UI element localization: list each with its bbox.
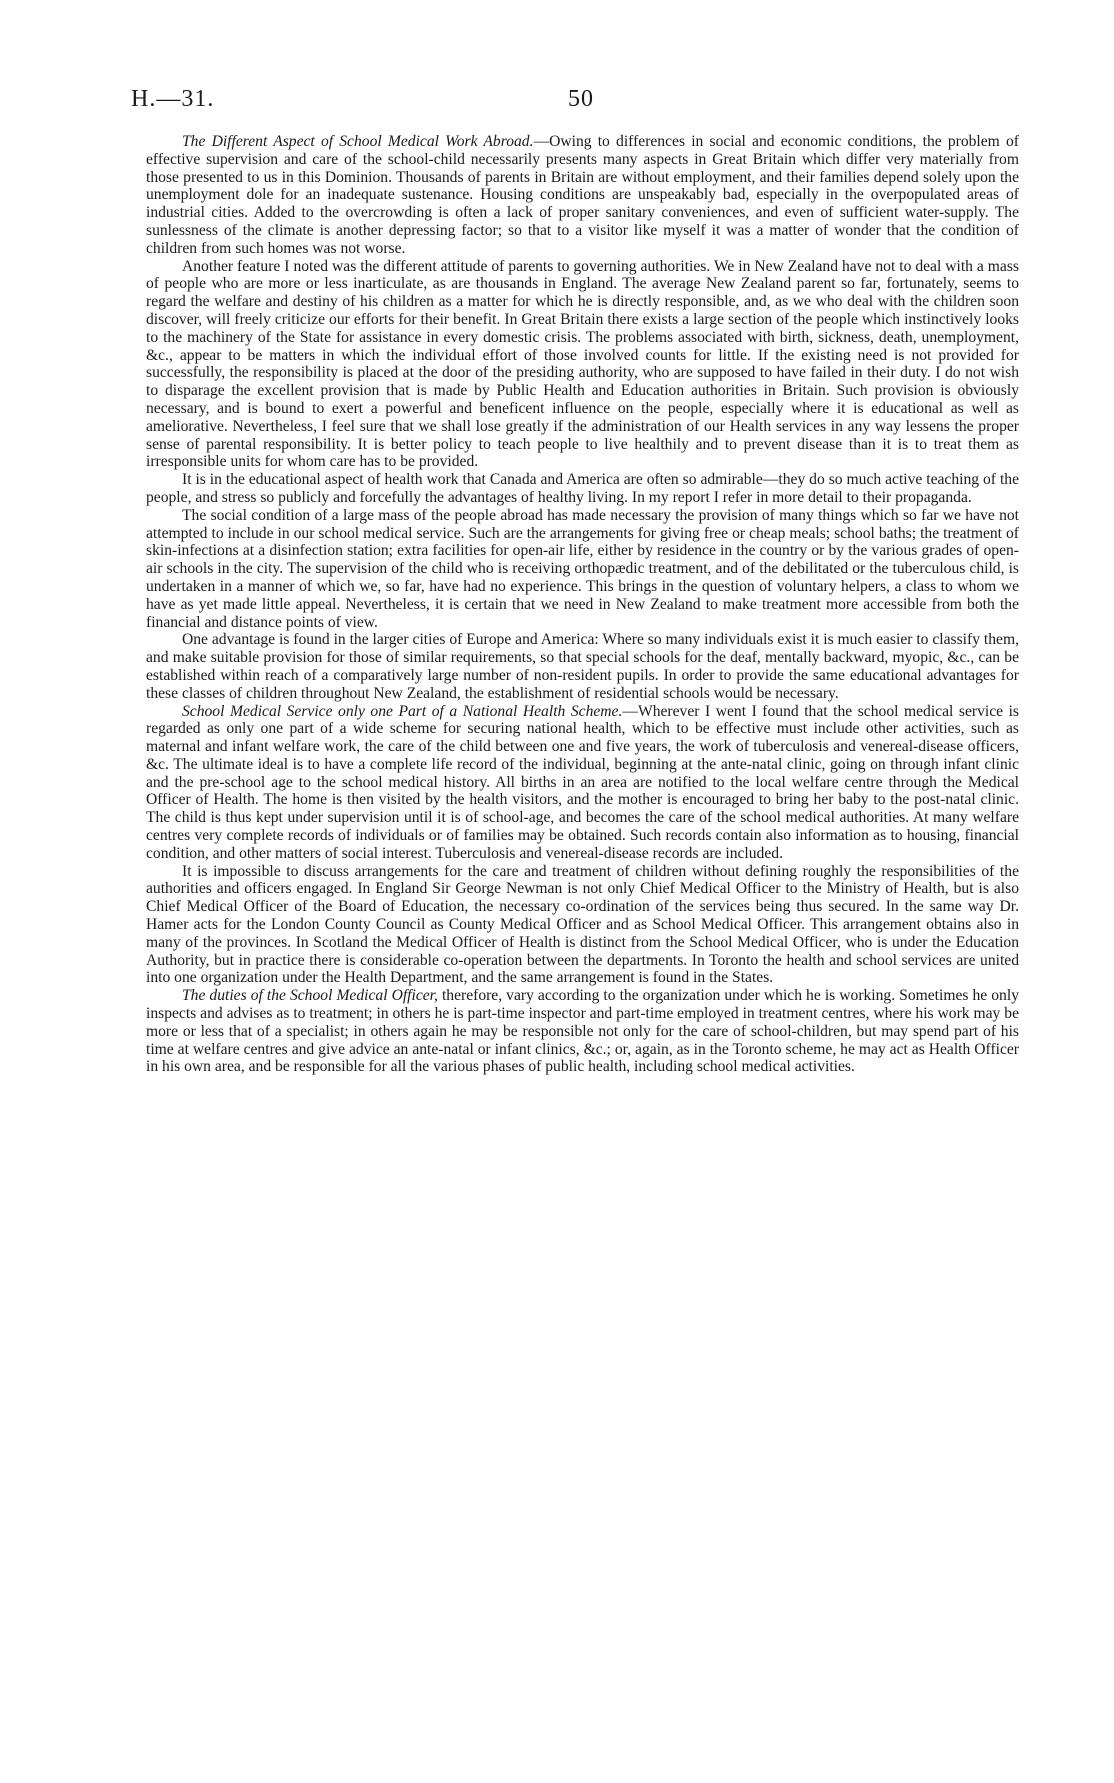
paragraph-text: —Owing to differences in social and economic conditions, the problem of effective supervision and care of the school-child necessarily presents many aspects in Great Britain which differ very materially from those presented to us in this Dominion. Thousands of parents in Britain are without employment, and their families depend solely upon the unemployment dole for an inadequate sustenance. Housing conditions are unspeakably bad, especially in the overpopulated areas of industrial cities. Added to the overcrowding is often a lack of proper sanitary conveniences, and even of sufficient water-supply. The sunlessness of the climate is another depressing factor; so that to a visitor like myself it was a matter of wonder that the condition of children from such homes was not worse. — [146, 133, 1019, 257]
paragraph-text: One advantage is found in the larger cities of Europe and America: Where so many individuals exist it is much easier to classify them, and make suitable provision for those of similar requirements, so that special schools for the deaf, mentally backward, myopic, &c., can be established within reach of a comparatively large number of non-resident pupils. In order to provide the same educational advantages for these classes of children throughout New Zealand, the establishment of residential schools would be necessary. — [146, 631, 1019, 702]
paragraph-officer-duties — [146, 987, 1019, 1076]
document-reference: H.—31. — [131, 86, 215, 112]
paragraph-social-condition — [146, 507, 1019, 632]
paragraph-text: The social condition of a large mass of the people abroad has made necessary the provision of many things which so far we have not attempted to include in our school medical service. Such are the arrangements for giving free or cheap meals; school baths; the treatment of skin-infections at a disinfection station; extra facilities for open-air life, either by residence in the country or by the various grades of open-air schools in the city. The supervision of the child who is receiving orthopædic treatment, and of the debilitated or the tuberculous child, is undertaken in a manner of which we, so far, have had no experience. This brings in the question of voluntary helpers, a class to whom we have as yet made little appeal. Nevertheless, it is certain that we need in New Zealand to make treatment more accessible from both the financial and distance points of view. — [146, 506, 1019, 631]
paragraph-heading: School Medical Service only one Part of a National Health Scheme. — [182, 702, 623, 720]
paragraph-heading: The Different Aspect of School Medical Work Abroad. — [182, 133, 534, 150]
paragraph-text: Another feature I noted was the different attitude of parents to governing authorities. We in New Zealand have not to deal with a mass of people who are more or less inarticulate, as are thousands in England. The average New Zealand parent so far, fortunately, seems to regard the welfare and destiny of his children as a matter for which he is directly responsible, and, as we who deal with the children soon discover, will freely criticize our efforts for their benefit. In Great Britain there exists a large section of the people which instinctively looks to the machinery of the State for assistance in every domestic crisis. The problems associated with birth, sickness, death, unemployment, &c., appear to be matters in which the individual effort of those involved counts for little. If the existing need is not provided for successfully, the responsibility is placed at the door of the presiding authority, who are supposed to have failed in their duty. I do not wish to disparage the excellent provision that is made by Public Health and Education authorities in Britain. Such provision is obviously necessary, and is bound to exert a powerful and beneficent influence on the people, especially where it is educational as well as ameliorative. Nevertheless, I feel sure that we shall lose greatly if the administration of our Health services in any way lessens the proper sense of parental responsibility. It is better policy to teach people to live healthily and to prevent disease than it is to treat them as irresponsible units for whom care has to be provided. — [146, 257, 1019, 471]
paragraph-different-aspect — [146, 133, 1019, 258]
paragraph-heading: The duties of the School Medical Officer, — [182, 987, 438, 1005]
page-number: 50 — [568, 86, 594, 112]
paragraph-text: It is impossible to discuss arrangements for the care and treatment of children without defining roughly the responsibilities of the authorities and officers engaged. In England Sir George Newman is not only Chief Medical Officer to the Ministry of Health, but is also Chief Medical Officer of the Board of Education, the necessary co-ordination of the services being thus secured. In the same way Dr. Hamer acts for the London County Council as County Medical Officer and as School Medical Officer. This arrangement obtains also in many of the provinces. In Scotland the Medical Officer of Health is distinct from the School Medical Officer, who is under the Education Authority, but in practice there is considerable co-operation between the departments. In Toronto the health and school services are united into one organization under the Health Department, and the same arrangement is found in the States. — [146, 862, 1019, 987]
paragraph-parental-attitude — [146, 258, 1019, 472]
paragraph-text: —Wherever I went I found that the school medical service is regarded as only one part of a wide scheme for securing national health, which to be effective must include other activities, such as maternal and infant welfare work, the care of the child between one and five years, the work of tuberculosis and venereal-disease officers, &c. The ultimate ideal is to have a complete life record of the individual, beginning at the ante-natal clinic, going on through infant clinic and the pre-school age to the school medical history. All births in an area are notified to the local welfare centre through the Medical Officer of Health. The home is then visited by the health visitors, and the mother is encouraged to bring her baby to the post-natal clinic. The child is thus kept under supervision until it is of school-age, and becomes the care of the school medical authorities. At many welfare centres very complete records of individuals or of families may be obtained. Such records contain also information as to housing, financial condition, and other matters of social interest. Tuberculosis and venereal-disease records are included. — [146, 702, 1019, 862]
paragraph-larger-cities — [146, 631, 1019, 702]
body-text — [146, 133, 1019, 1076]
paragraph-national-health-scheme — [146, 703, 1019, 863]
paragraph-text: therefore, vary according to the organization under which he is working. Sometimes he only inspects and advises as to treatment; in others he is part-time inspector and part-time employed in treatment centres, where his work may be more or less that of a specialist; in others again he may be responsible not only for the care of school-children, but may spend part of his time at welfare centres and give advice an ante-natal or infant clinics, &c.; or, again, as in the Toronto scheme, he may act as Health Officer in his own area, and be responsible for all the various phases of public health, including school medical activities. — [146, 987, 1019, 1076]
paragraph-responsibilities — [146, 863, 1019, 988]
paragraph-text: It is in the educational aspect of health work that Canada and America are often so admirable—they do so much active teaching of the people, and stress so publicly and forcefully the advantages of healthy living. In my report I refer in more detail to their propaganda. — [146, 471, 1019, 506]
paragraph-educational-aspect — [146, 471, 1019, 507]
